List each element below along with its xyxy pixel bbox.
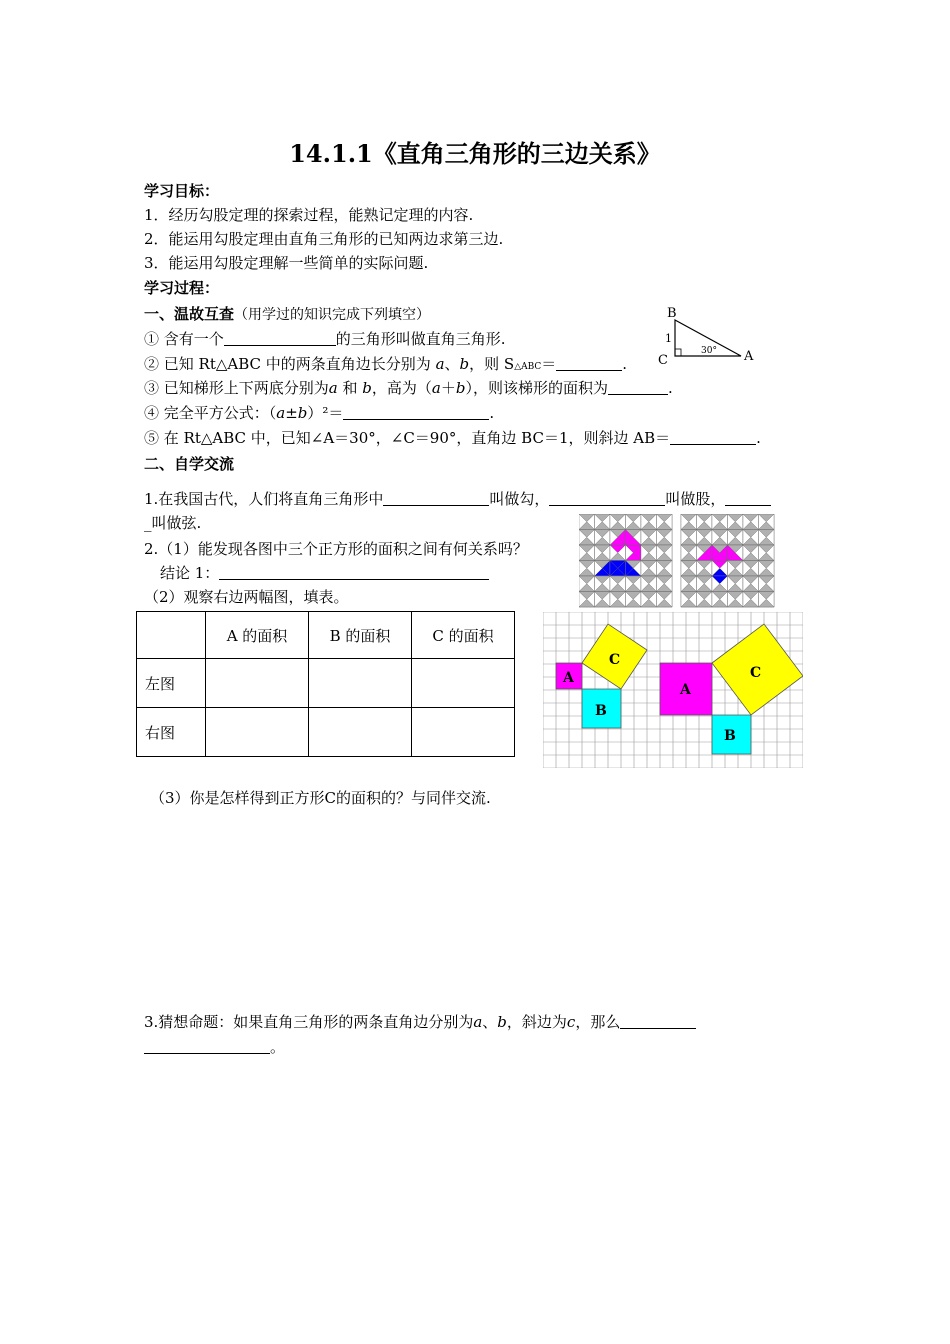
table-row bbox=[137, 659, 515, 708]
q4-end: . bbox=[489, 404, 495, 422]
goal-item-1: 1．经历勾股定理的探索过程，能熟记定理的内容. bbox=[144, 206, 474, 224]
q2-var-b: b bbox=[459, 355, 470, 373]
question-4 bbox=[144, 402, 494, 423]
q2-end: . bbox=[622, 355, 628, 373]
right-triangle-figure bbox=[655, 302, 765, 368]
area-table bbox=[136, 611, 515, 757]
question-2 bbox=[144, 353, 627, 374]
goal-item-2: 2．能运用勾股定理由直角三角形的已知两边求第三边. bbox=[144, 230, 504, 248]
guess-text-a: 3.猜想命题：如果直角三角形的两条直角边分别为 bbox=[144, 1013, 474, 1031]
guess-text-b: ，斜边为 bbox=[506, 1013, 567, 1031]
q4-text-b: ）²＝ bbox=[307, 404, 344, 422]
paragraph-1 bbox=[144, 488, 771, 509]
triangle-side-label: 1 bbox=[665, 332, 672, 345]
q3-var-a: a bbox=[328, 379, 338, 397]
p1-blank-3[interactable] bbox=[725, 491, 771, 506]
section1-heading-line bbox=[144, 303, 430, 324]
q5-blank[interactable] bbox=[670, 430, 756, 445]
question-1 bbox=[144, 328, 506, 349]
guess-line bbox=[144, 1011, 696, 1032]
guess-var-b: b bbox=[497, 1013, 507, 1031]
guess-sep: 、 bbox=[482, 1013, 498, 1031]
q2-text-a: ② 已知 Rt△ABC 中的两条直角边长分别为 bbox=[144, 355, 431, 373]
guess-blank-1[interactable] bbox=[620, 1014, 696, 1029]
section1-heading: 一、温故互查 bbox=[144, 305, 235, 323]
q3-var-b2: b bbox=[455, 379, 466, 397]
label-c-left: C bbox=[609, 652, 621, 668]
triangle-angle-label: 30° bbox=[701, 346, 717, 356]
q3-blank[interactable] bbox=[608, 380, 668, 395]
table-row-label: 右图 bbox=[137, 708, 206, 757]
grid-squares-figure bbox=[543, 612, 803, 768]
conclusion-blank[interactable] bbox=[219, 565, 489, 580]
table-header-cell: B 的面积 bbox=[309, 612, 412, 659]
paragraph-3: （3）你是怎样得到正方形C的面积的？与同伴交流. bbox=[150, 789, 491, 807]
table-cell[interactable] bbox=[206, 659, 309, 708]
p1-text-a: 1.在我国古代，人们将直角三角形中 bbox=[144, 490, 384, 508]
guess-end: 。 bbox=[270, 1038, 286, 1056]
table-header-cell bbox=[137, 612, 206, 659]
question-3 bbox=[144, 377, 673, 398]
table-row-label: 左图 bbox=[137, 659, 206, 708]
q1-text-b: 的三角形叫做直角三角形. bbox=[335, 330, 506, 348]
guess-blank-2[interactable] bbox=[144, 1039, 270, 1054]
question-5 bbox=[144, 427, 761, 448]
q2-text-b: ，则 S bbox=[469, 355, 515, 373]
paragraph-2-2: （2）观察右边两幅图，填表。 bbox=[144, 588, 349, 606]
conclusion-label: 结论 1： bbox=[160, 564, 220, 582]
guess-var-a: a bbox=[473, 1013, 483, 1031]
paragraph-1-cont: _叫做弦. bbox=[144, 514, 202, 532]
guess-line-2 bbox=[144, 1036, 285, 1057]
label-a-right: A bbox=[680, 682, 691, 698]
p1-blank-2[interactable] bbox=[549, 491, 665, 506]
q1-text-a: ① 含有一个 bbox=[144, 330, 224, 348]
q2-blank[interactable] bbox=[556, 356, 622, 371]
p1-blank-1[interactable] bbox=[383, 491, 489, 506]
q3-text-c: ），则该梯形的面积为 bbox=[465, 379, 608, 397]
table-header-cell: A 的面积 bbox=[206, 612, 309, 659]
table-header-cell: C 的面积 bbox=[412, 612, 515, 659]
goals-heading: 学习目标： bbox=[144, 182, 220, 200]
label-b-right: B bbox=[724, 728, 736, 744]
q4-blank[interactable] bbox=[343, 405, 489, 420]
q5-text: ⑤ 在 Rt△ABC 中，已知∠A＝30°，∠C＝90°，直角边 BC＝1，则斜边 AB＝ bbox=[144, 429, 671, 447]
q4-expr: a±b bbox=[276, 404, 308, 422]
section1-note: （用学过的知识完成下列填空） bbox=[234, 307, 431, 323]
table-cell[interactable] bbox=[309, 659, 412, 708]
label-b-left: B bbox=[595, 703, 607, 719]
q4-text-a: ④ 完全平方公式：（ bbox=[144, 404, 277, 422]
p1-text-b: 叫做勾， bbox=[489, 490, 550, 508]
conclusion-line bbox=[160, 562, 489, 583]
q2-subscript: △ABC bbox=[514, 362, 542, 372]
table-cell[interactable] bbox=[206, 708, 309, 757]
table-header-row bbox=[137, 612, 515, 659]
q3-var-b: b bbox=[362, 379, 372, 397]
right-angle-mark bbox=[675, 349, 681, 356]
paragraph-2: 2.（1）能发现各图中三个正方形的面积之间有何关系吗？ bbox=[144, 540, 528, 558]
triangle-label-c: C bbox=[658, 353, 668, 368]
q3-text-b: ，高为（ bbox=[371, 379, 432, 397]
triangle-label-a: A bbox=[744, 349, 754, 364]
q2-sep: 、 bbox=[444, 355, 460, 373]
goal-item-3: 3．能运用勾股定理解一些简单的实际问题. bbox=[144, 254, 429, 272]
table-cell[interactable] bbox=[412, 708, 515, 757]
guess-var-c: c bbox=[566, 1013, 576, 1031]
process-heading: 学习过程： bbox=[144, 279, 220, 297]
guess-text-c: ，那么 bbox=[575, 1013, 621, 1031]
tile-mosaic-right bbox=[681, 514, 774, 607]
q1-blank[interactable] bbox=[224, 331, 336, 346]
q3-and: 和 bbox=[337, 379, 363, 397]
label-a-left: A bbox=[563, 670, 574, 686]
tile-mosaic-left bbox=[579, 514, 672, 607]
table-row bbox=[137, 708, 515, 757]
q2-var-a: a bbox=[435, 355, 445, 373]
p1-text-c: 叫做股， bbox=[665, 490, 726, 508]
tile-mosaic-figures bbox=[579, 514, 779, 608]
q2-equals: ＝ bbox=[541, 355, 557, 373]
section2-heading: 二、自学交流 bbox=[144, 455, 235, 473]
q3-plus: ＋ bbox=[440, 379, 456, 397]
table-cell[interactable] bbox=[412, 659, 515, 708]
page-title: 14.1.1《直角三角形的三边关系》 bbox=[289, 139, 661, 168]
q3-end: . bbox=[668, 379, 673, 397]
q3-var-a2: a bbox=[431, 379, 441, 397]
q3-text-a: ③ 已知梯形上下两底分别为 bbox=[144, 379, 329, 397]
triangle-label-b: B bbox=[667, 306, 677, 321]
label-c-right: C bbox=[750, 665, 762, 681]
q5-end: . bbox=[756, 429, 761, 447]
table-cell[interactable] bbox=[309, 708, 412, 757]
